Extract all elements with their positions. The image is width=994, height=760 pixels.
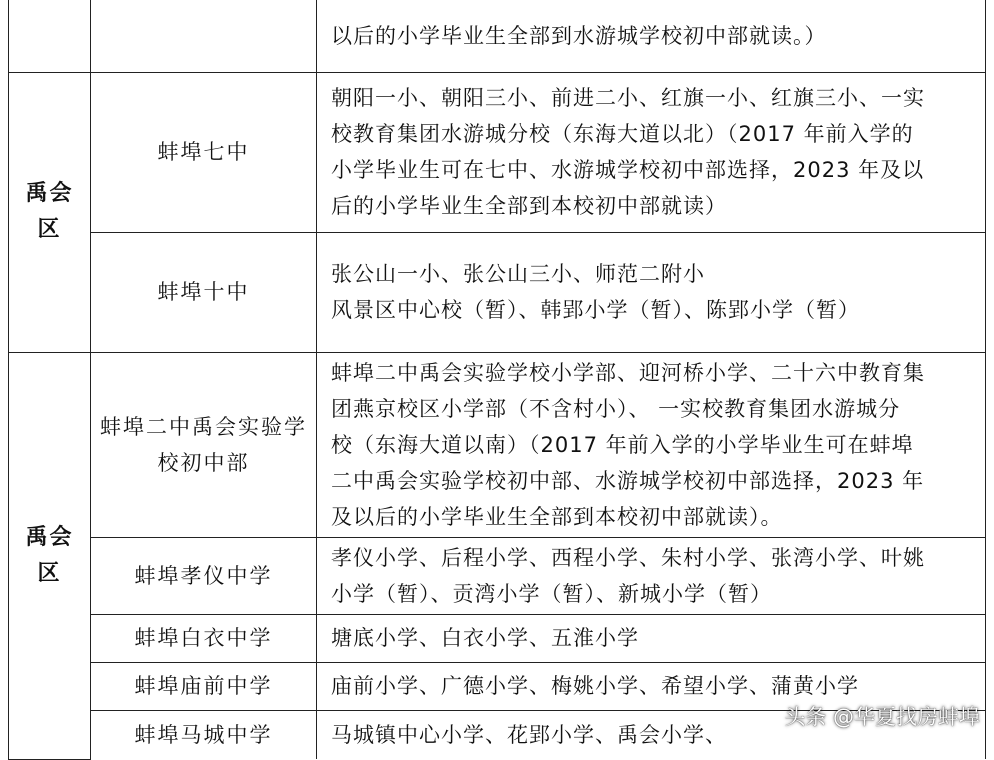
area-line: 蚌埠二中禹会实验学校小学部、迎河桥小学、二十六中教育集	[331, 360, 925, 385]
school-name: 蚌埠十中	[91, 232, 317, 352]
area-line: 后的小学毕业生全部到本校初中部就读）	[331, 194, 727, 218]
area-line: 塘底小学、白衣小学、五淮小学	[331, 626, 639, 650]
area-line: 小学（暂）、贡湾小学（暂）、新城小学（暂）	[331, 581, 772, 606]
area-line: 校（东海大道以南）（2017 年前入学的小学毕业生可在蚌埠	[331, 432, 914, 457]
watermark-text: 头条 @华夏找房蚌埠	[784, 705, 980, 729]
school-name: 蚌埠庙前中学	[91, 662, 317, 710]
school-name: 蚌埠二中禹会实验学校初中部	[91, 352, 317, 537]
school-name: 蚌埠马城中学	[91, 710, 317, 759]
table-row	[9, 72, 986, 232]
enrollment-zone-table	[8, 0, 986, 760]
area-line: 以后的小学毕业生全部到水游城学校初中部就读。）	[331, 23, 827, 48]
area-cell	[317, 0, 986, 72]
area-cell	[317, 232, 986, 352]
school-name: 蚌埠孝仪中学	[91, 537, 317, 614]
school-cell-empty	[91, 0, 317, 72]
table-row	[9, 537, 986, 614]
watermark	[784, 701, 980, 731]
area-cell	[317, 72, 986, 232]
district-cell	[9, 352, 91, 759]
area-line: 庙前小学、广德小学、梅姚小学、希望小学、蒲黄小学	[331, 674, 859, 698]
table-row	[9, 0, 986, 72]
area-line: 孝仪小学、后程小学、西程小学、朱村小学、张湾小学、叶姚	[331, 545, 925, 570]
area-line: 小学毕业生可在七中、水游城学校初中部选择，2023 年及以	[331, 158, 925, 182]
table-row	[9, 352, 986, 537]
table-row	[9, 614, 986, 662]
area-cell	[317, 537, 986, 614]
area-cell	[317, 352, 986, 537]
district-label: 禹会区	[25, 524, 74, 586]
table-row	[9, 232, 986, 352]
area-line: 朝阳一小、朝阳三小、前进二小、红旗一小、红旗三小、一实	[331, 86, 925, 110]
area-line: 及以后的小学毕业生全部到本校初中部就读）。	[331, 504, 783, 529]
district-cell-empty	[9, 0, 91, 72]
area-line: 风景区中心校（暂）、韩郢小学（暂）、陈郢小学（暂）	[331, 298, 860, 322]
area-line: 张公山一小、张公山三小、师范二附小	[331, 262, 705, 286]
district-label: 禹会区	[25, 181, 74, 242]
school-name: 蚌埠七中	[91, 72, 317, 232]
area-line: 校教育集团水游城分校（东海大道以北）（2017 年前入学的	[331, 122, 914, 146]
area-cell	[317, 614, 986, 662]
area-line: 团燕京校区小学部（不含村小）、 一实校教育集团水游城分	[331, 396, 901, 421]
district-cell	[9, 72, 91, 352]
area-line: 马城镇中心小学、花郢小学、禹会小学、	[331, 722, 727, 747]
school-name: 蚌埠白衣中学	[91, 614, 317, 662]
area-line: 二中禹会实验学校初中部、水游城学校初中部选择，2023 年	[331, 468, 925, 493]
